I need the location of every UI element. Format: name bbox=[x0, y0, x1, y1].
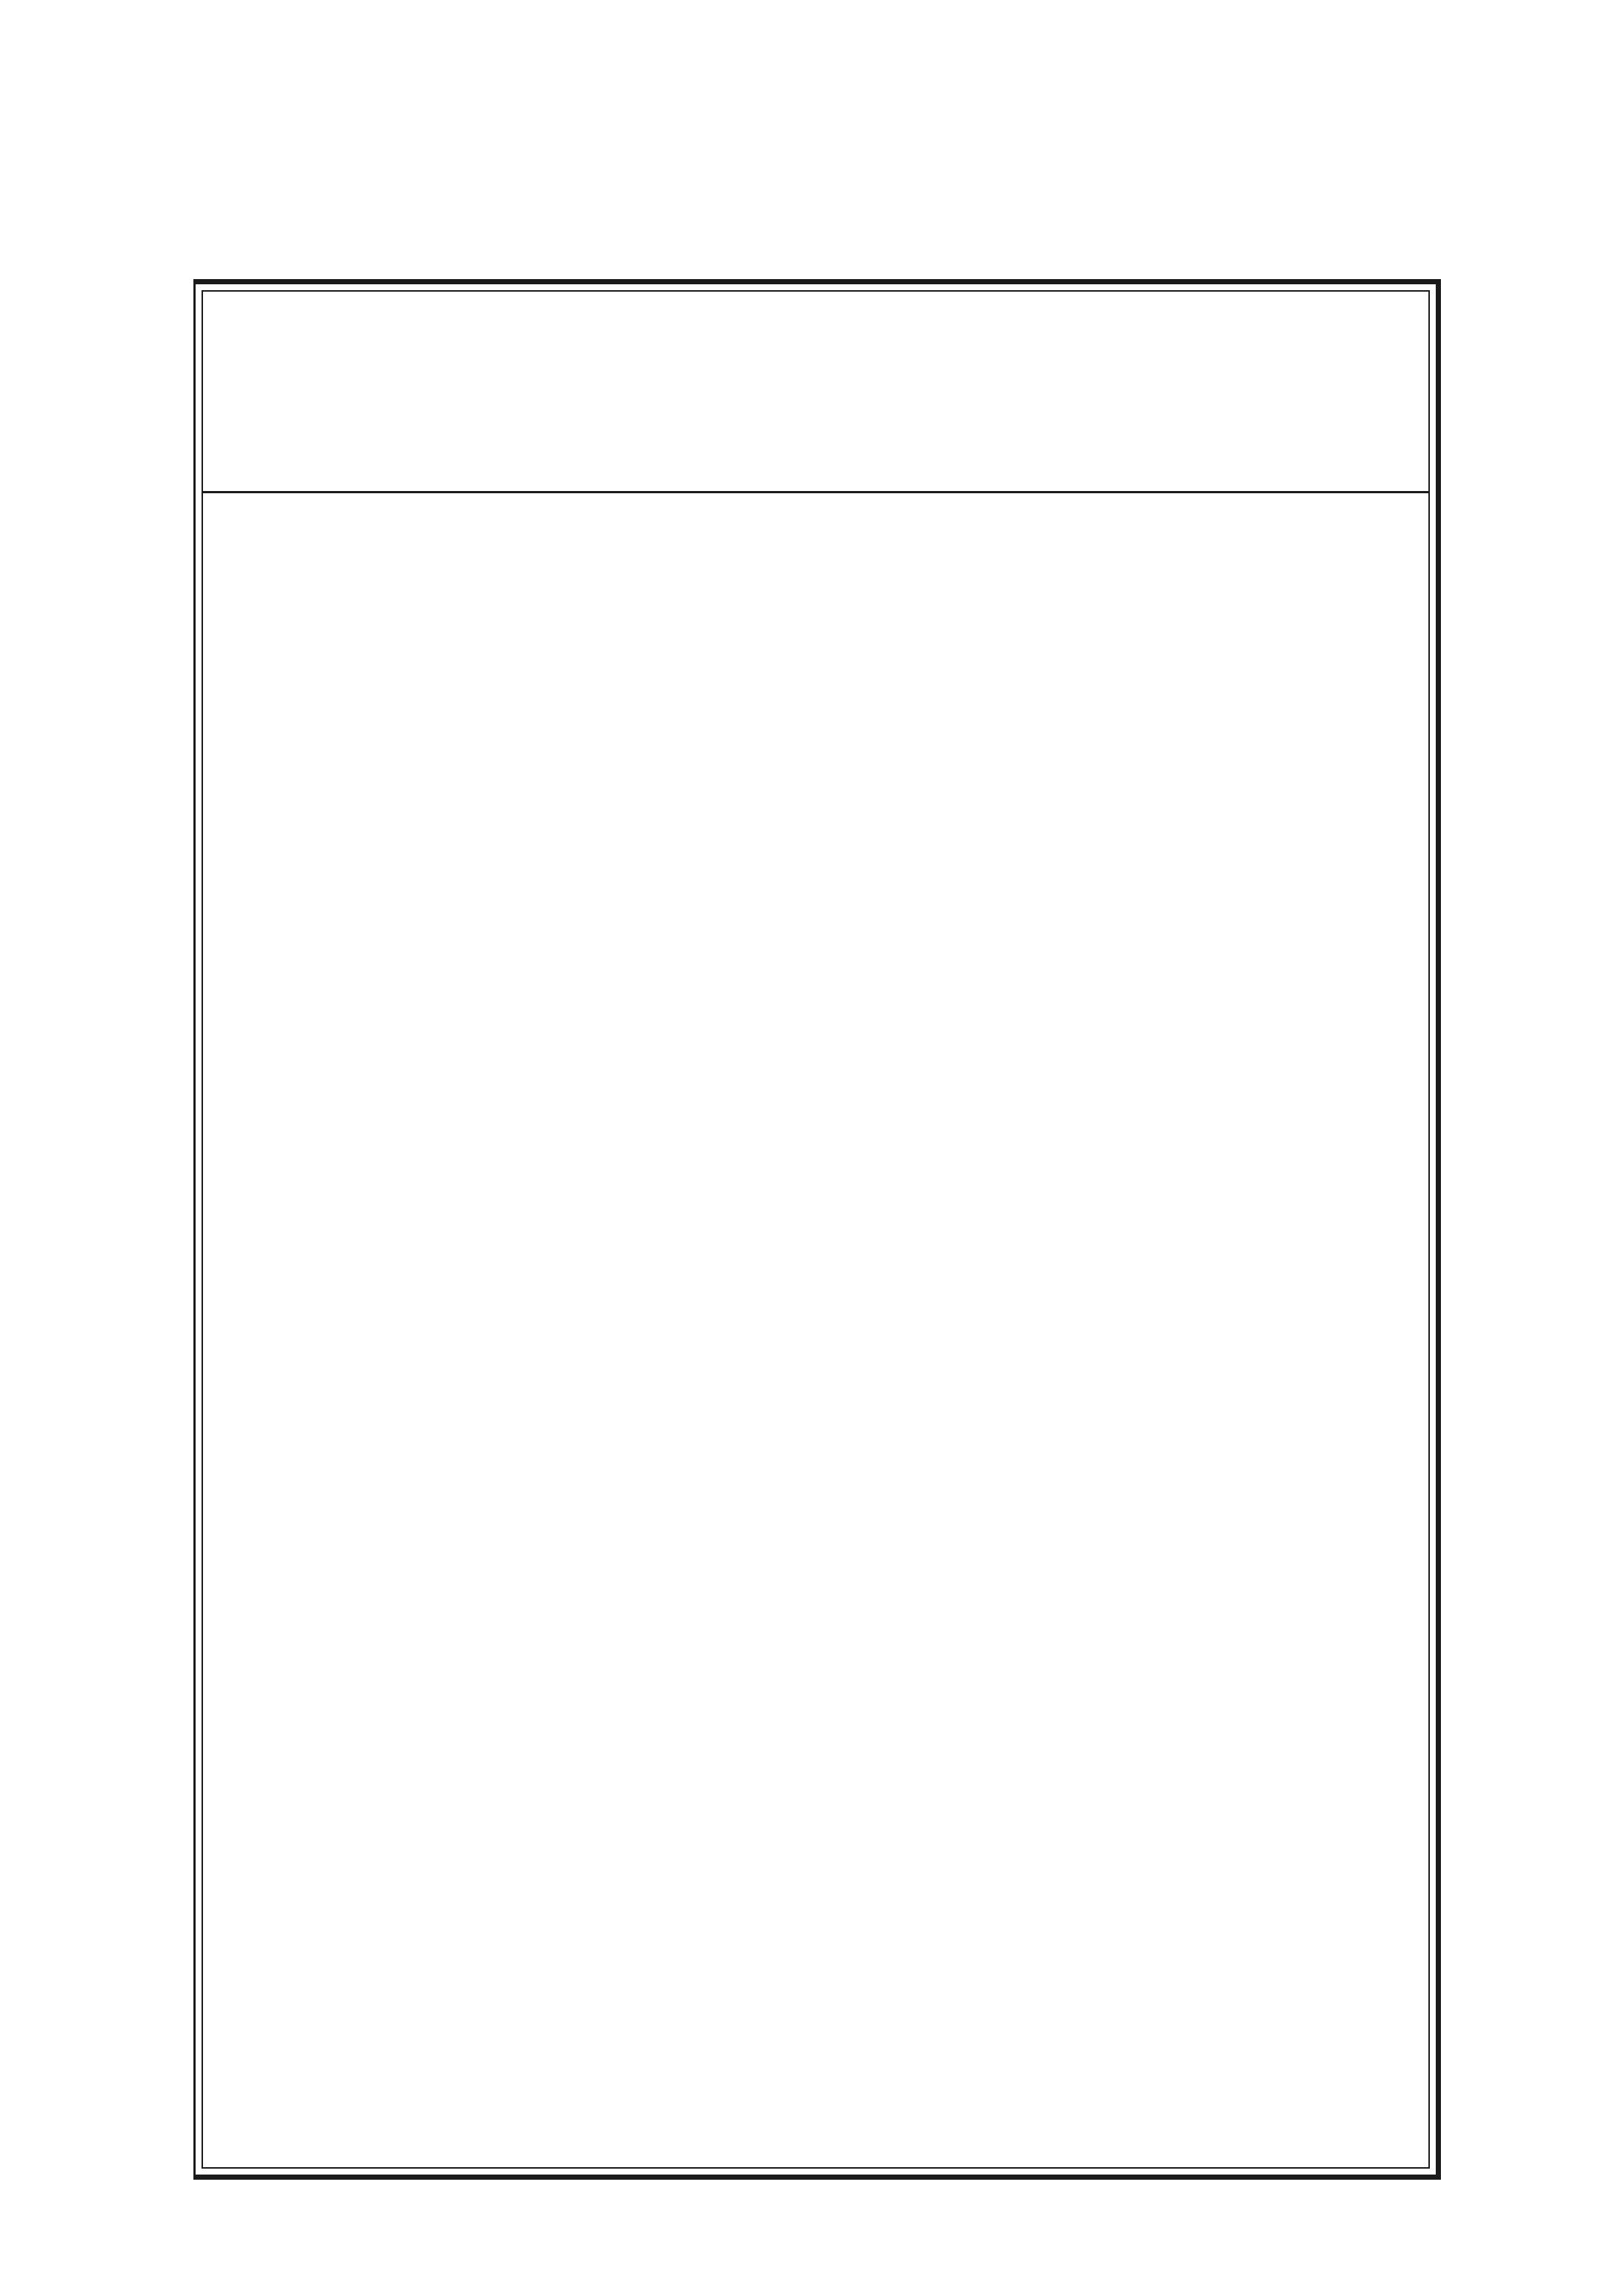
statistics-table bbox=[193, 279, 1441, 2180]
table-inner-border bbox=[202, 290, 1430, 2169]
table-body bbox=[203, 493, 1428, 2167]
table-header-row bbox=[203, 292, 1428, 493]
